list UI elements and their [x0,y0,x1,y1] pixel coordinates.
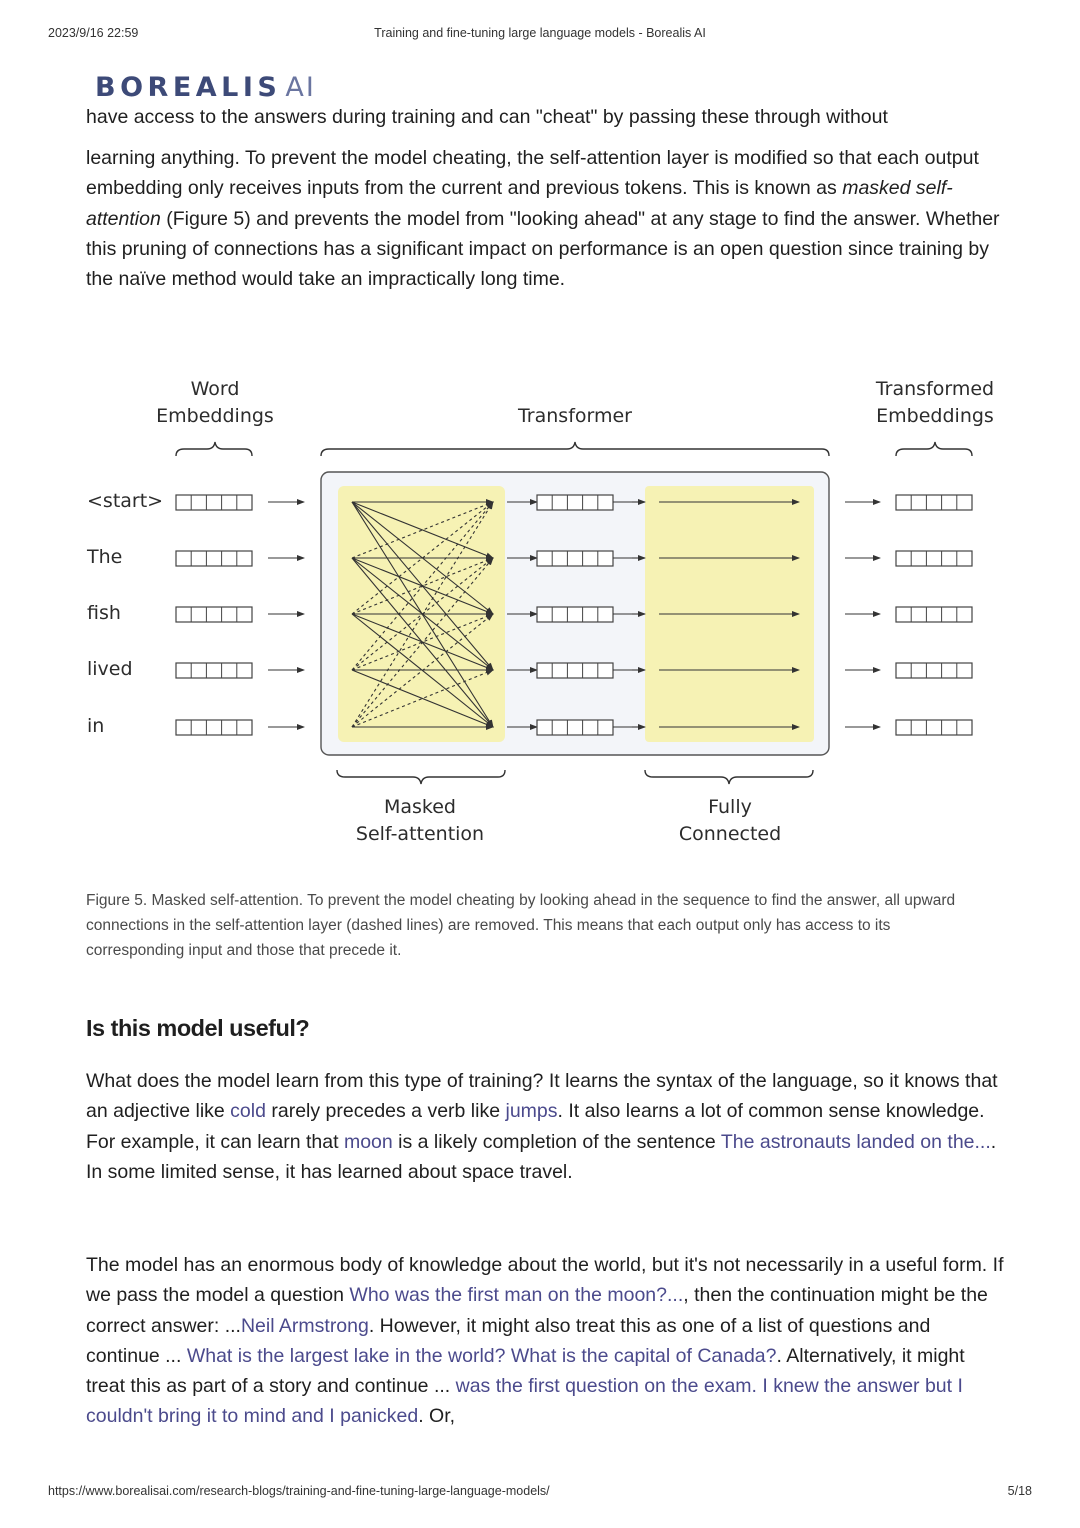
example-answer: Neil Armstrong [240,1314,369,1337]
label-fully-connected: Fully Connected [678,796,782,845]
example-question-list: What is the largest lake in the world? What is the capital of Canada? [186,1344,777,1367]
borealis-logo[interactable] [95,72,316,103]
emphasis-masked-self-attention: masked self-attention [86,177,953,230]
print-page-title: Training and fine-tuning large language models - Borealis AI [374,26,706,40]
page-number: 5/18 [1007,1484,1032,1498]
token-label: lived [87,658,133,680]
example-story: was the first question on the exam. I knew the answer but I couldn't bring it to mind and I panicked [86,1375,963,1428]
example-question: Who was the first man on the moon?... [349,1284,684,1307]
section-paragraph-2: The model has an enormous body of knowledge about the world, but it's not necessarily in a useful form. If we pass the model a question Who was the first man on the moon?..., then the continuation might be the correct answer: ...Neil Armstrong. However, it might also treat this as one of a list of questions and continue ... What is the largest lake in the world? What is the capital of Canada?. Alternatively, it might treat this as part of a story and continue ... was the first question on the exam. I knew the answer but I couldn't bring it to mind and I panicked. Or, [86,1254,1004,1428]
logo-suffix: AI [285,72,316,103]
example-astronauts: The astronauts landed on the... [720,1130,991,1153]
example-cold: cold [230,1100,266,1123]
label-masked-self-attention: Masked Self-attention [355,796,485,845]
print-datetime: 2023/9/16 22:59 [48,26,139,40]
token-label: fish [87,602,121,624]
print-url: https://www.borealisai.com/research-blogs/training-and-fine-tuning-large-language-models/ [48,1484,550,1498]
intro-paragraph: learning anything. To prevent the model cheating, the self-attention layer is modified so that each output embedding only receives inputs from the current and previous tokens. This is known as masked self-attention (Figure 5) and prevents the model from "looking ahead" at any stage to find the answer. Whether this pruning of connections has a significant impact on performance is an open question since training by the naïve method would take an impractically long time. [86,147,1000,291]
label-transformer: Transformer [517,405,632,427]
clipped-text-line: have access to the answers during training and can "cheat" by passing these through without [86,106,888,128]
logo-brand: BOREALIS [95,72,282,103]
figure-caption: Figure 5. Masked self-attention. To prevent the model cheating by looking ahead in the sequence to find the answer, all upward connections in the self-attention layer (dashed lines) are removed. This means that each output only has access to its corresponding input and those that precede it. [86,892,956,959]
section-heading: Is this model useful? [86,1015,310,1041]
token-label: <start> [87,490,164,512]
print-header [48,26,1032,44]
example-moon: moon [343,1130,393,1153]
label-transformed-embeddings: Transformed Embeddings [875,378,995,427]
token-label: The [87,546,123,568]
section-paragraph-1: What does the model learn from this type of training? It learns the syntax of the language, so it knows that an adjective like cold rarely precedes a verb like jumps. It also learns a lot of common sense knowledge. For example, it can learn that moon is a likely completion of the sentence The astronauts landed on the.... In some limited sense, it has learned about space travel. [86,1070,998,1183]
example-jumps: jumps [505,1100,558,1123]
figure-masked-self-attention [0,360,1080,860]
label-word-embeddings: Word Embeddings [156,378,274,427]
token-label: in [87,715,105,737]
transformer-diagram [0,360,1080,860]
